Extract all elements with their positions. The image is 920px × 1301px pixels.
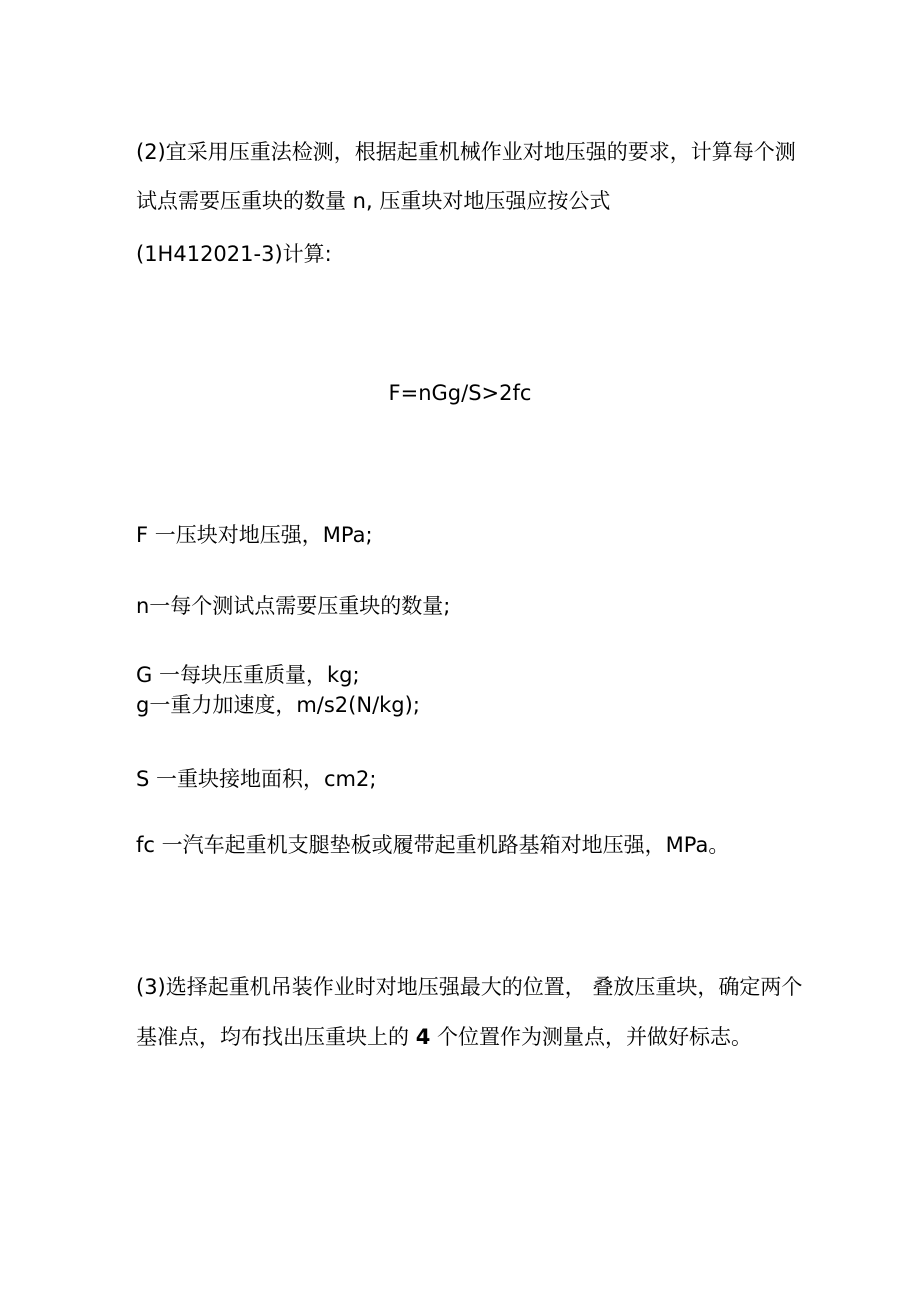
step2-line-2: 试点需要压重块的数量 n, 压重块对地压强应按公式 bbox=[136, 189, 611, 213]
step3-line-2 bbox=[136, 1023, 752, 1051]
step2-line-3: (1H412021-3)计算: bbox=[136, 242, 332, 266]
step3-line-2-text-after: 个位置作为测量点，并做好标志。 bbox=[430, 1025, 752, 1049]
definition-S: S 一重块接地面积，cm2; bbox=[136, 767, 377, 791]
step3-line-2-text-before: 基准点，均布找出压重块上的 bbox=[136, 1025, 416, 1049]
pressure-formula: F=nGg/S>2fc bbox=[388, 381, 532, 405]
definition-g: g一重力加速度，m/s2(N/kg); bbox=[136, 693, 420, 717]
step3-line-1: (3)选择起重机吊装作业时对地压强最大的位置， 叠放压重块，确定两个 bbox=[136, 975, 803, 999]
definition-G: G 一每块压重质量，kg; bbox=[136, 663, 360, 687]
step2-line-1: (2)宜采用压重法检测，根据起重机械作业对地压强的要求，计算每个测 bbox=[136, 140, 796, 164]
definition-fc: fc 一汽车起重机支腿垫板或履带起重机路基箱对地压强，MPa。 bbox=[136, 833, 730, 857]
definition-F: F 一压块对地压强，MPa; bbox=[136, 523, 373, 547]
definition-n: n一每个测试点需要压重块的数量; bbox=[136, 594, 451, 618]
measurement-point-count: 4 bbox=[415, 1025, 431, 1049]
